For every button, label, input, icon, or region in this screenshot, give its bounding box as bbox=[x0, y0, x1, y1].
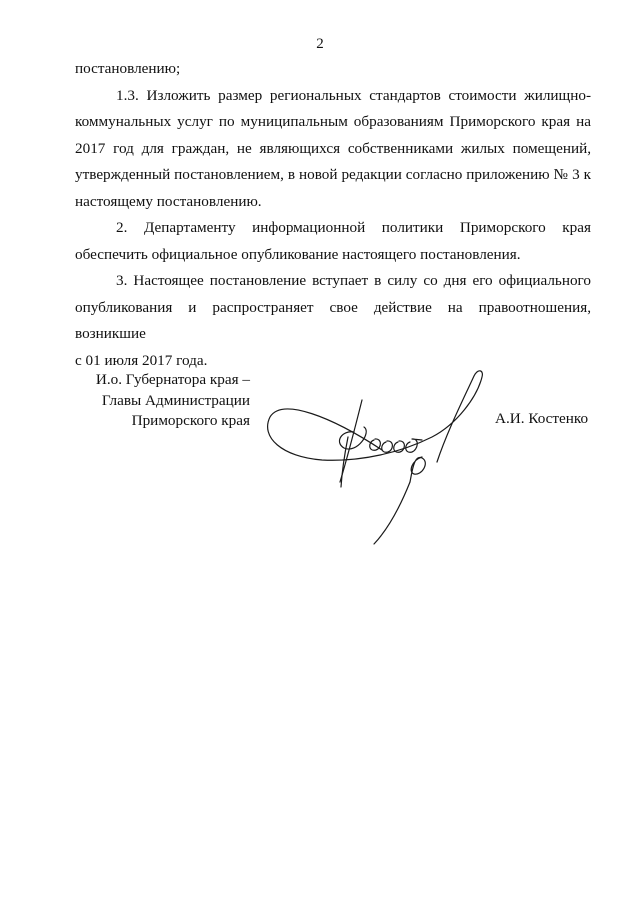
text-line: постановлению; bbox=[75, 60, 181, 77]
text-line: 3. Настоящее постановление вступает в силу со дня его официального bbox=[116, 272, 591, 289]
signatory-title-line: И.о. Губернатора края – bbox=[95, 371, 250, 388]
paragraph-1-3 bbox=[75, 83, 591, 216]
signer-name: А.И. Костенко bbox=[495, 410, 589, 427]
text-line: 2017 год для граждан, не являющихся собственниками жилых помещений, bbox=[75, 139, 591, 157]
signatory-title-line: Главы Администрации bbox=[101, 391, 250, 409]
text-line: утвержденный постановлением, в новой редакции согласно приложению № 3 к bbox=[75, 166, 591, 183]
paragraph-continuation bbox=[75, 56, 591, 83]
page-number: 2 bbox=[316, 36, 324, 52]
signatory-title bbox=[80, 370, 250, 432]
text-line: обеспечить официальное опубликование настоящего постановления. bbox=[75, 245, 521, 263]
text-line: 2. Департаменту информационной политики Приморского края bbox=[116, 219, 591, 236]
text-line: опубликования и распространяет свое действие на правоотношения, возникшие bbox=[75, 298, 591, 342]
handwritten-signature bbox=[262, 362, 492, 547]
document-body bbox=[75, 56, 591, 374]
paragraph-2 bbox=[75, 215, 591, 268]
text-line: настоящему постановлению. bbox=[75, 192, 262, 210]
text-line: 1.3. Изложить размер региональных стандартов стоимости жилищно- bbox=[116, 86, 591, 104]
signatory-title-line: Приморского края bbox=[131, 412, 250, 429]
paragraph-3 bbox=[75, 268, 591, 374]
text-line: с 01 июля 2017 года. bbox=[75, 351, 208, 369]
text-line: коммунальных услуг по муниципальным образованиям Приморского края на bbox=[75, 113, 591, 130]
